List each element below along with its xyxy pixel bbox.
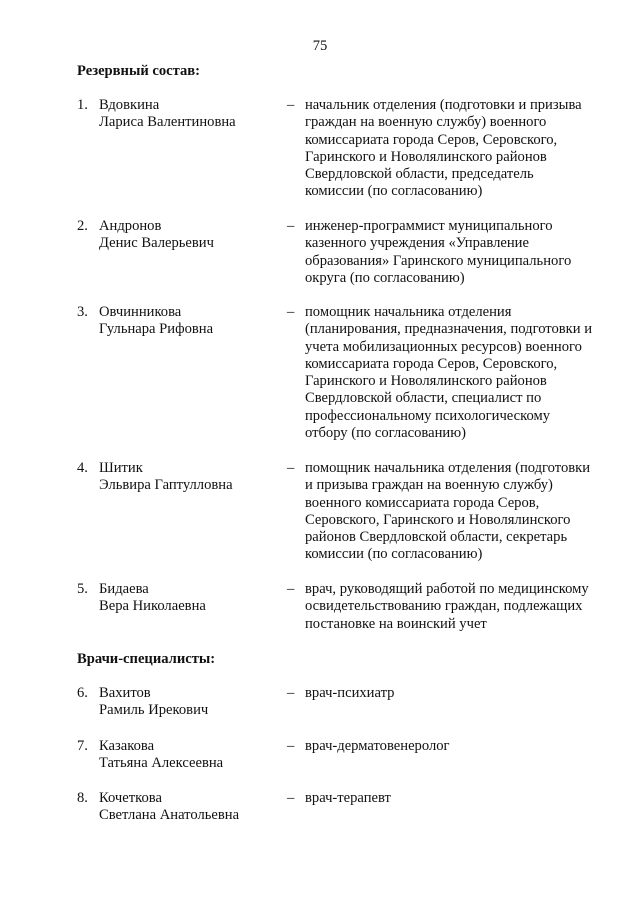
position-description: врач-терапевт (305, 790, 391, 806)
person-surname: Бидаева (99, 581, 149, 597)
person-given-name: Гульнара Рифовна (99, 321, 214, 338)
person-given-name: Лариса Валентиновна (99, 114, 236, 131)
person-surname: Андронов (99, 218, 162, 234)
position-description: начальник отделения (подготовки и призыва граждан на военную службу) военного комиссариата города Серов, Серовского, Гаринского и Новолялинского районов Свердловской области, председатель комиссии (по согласованию) (305, 97, 582, 200)
item-number: 3. (77, 304, 88, 320)
person-surname: Кочеткова (99, 790, 162, 806)
dash: – (287, 738, 295, 754)
position-description: помощник начальника отделения (подготовки и призыва граждан на военную службу) военного комиссариата города Серов, Серовского, Гаринского и Новолялинского районов Свердловской области, секретарь комиссии (по согласованию) (305, 460, 591, 563)
position-description: врач-психиатр (305, 685, 395, 701)
dash: – (287, 790, 295, 806)
dash: – (287, 685, 295, 701)
person-given-name: Рамиль Ирекович (99, 702, 209, 719)
person-surname: Овчинникова (99, 304, 182, 320)
item-number: 5. (77, 581, 88, 597)
person-given-name: Татьяна Алексеевна (99, 755, 224, 772)
page-number: 75 (312, 38, 328, 54)
dash: – (287, 304, 295, 320)
item-number: 8. (77, 790, 88, 806)
position-description: помощник начальника отделения (планирования, предназначения, подготовки и учета мобилизационных ресурсов) военного комиссариата города Серов, Серовского, Гаринского и Новолялинского районов Свердловской области, специалист по профессиональному психологическому отбору (по согласованию) (305, 304, 593, 442)
item-number: 1. (77, 97, 88, 113)
item-number: 6. (77, 685, 88, 701)
person-surname: Вдовкина (99, 97, 160, 113)
item-number: 2. (77, 218, 88, 234)
dash: – (287, 460, 295, 476)
position-description: врач-дерматовенеролог (305, 738, 450, 754)
person-given-name: Денис Валерьевич (99, 235, 214, 252)
person-given-name: Светлана Анатольевна (99, 807, 240, 824)
dash: – (287, 218, 295, 234)
item-number: 7. (77, 738, 88, 754)
position-description: инженер-программист муниципального казенного учреждения «Управление образования» Гаринского муниципального округа (по согласованию) (305, 218, 572, 286)
person-surname: Казакова (99, 738, 155, 754)
position-description: врач, руководящий работой по медицинскому освидетельствованию граждан, подлежащих постановке на воинский учет (305, 581, 589, 632)
dash: – (287, 581, 295, 597)
dash: – (287, 97, 295, 113)
person-surname: Шитик (99, 460, 143, 476)
item-number: 4. (77, 460, 88, 476)
person-given-name: Эльвира Гаптулловна (99, 477, 233, 494)
person-given-name: Вера Николаевна (99, 598, 206, 615)
person-surname: Вахитов (99, 685, 151, 701)
section-heading-specialists: Врачи-специалисты: (77, 651, 216, 667)
section-heading-reserve: Резервный состав: (77, 63, 201, 79)
